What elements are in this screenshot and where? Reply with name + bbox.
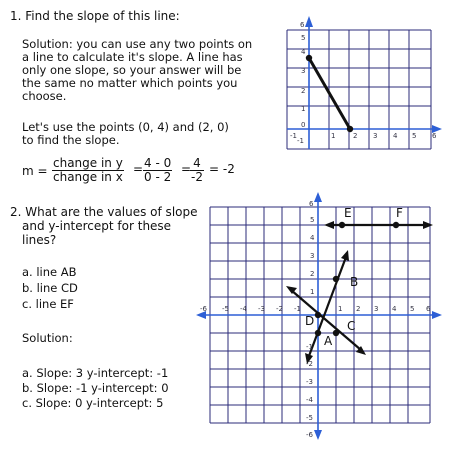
problem2-item: b. line CD [22, 281, 78, 295]
graph2-x-tick: 2 [356, 305, 361, 313]
graph1-y-tick: 1 [301, 105, 306, 113]
point-b [333, 276, 339, 282]
graph1-y-tick: 6 [300, 21, 305, 29]
fraction-denominator: -2 [191, 170, 203, 184]
problem2-item: a. line AB [22, 265, 77, 279]
solution-line: only one slope, so your answer will be [22, 63, 242, 77]
graph1-y-tick: -1 [297, 137, 304, 145]
fraction-numerator: change in y [53, 156, 123, 170]
solution-line: choose. [22, 89, 67, 103]
point-e-label: E [344, 206, 352, 220]
problem2-question: 2. What are the values of slope [10, 205, 198, 219]
graph1-x-tick: 6 [432, 132, 437, 140]
point-f [393, 222, 399, 228]
problem2-solution-label: Solution: [22, 331, 73, 345]
problem2-answer: c. Slope: 0 y-intercept: 5 [22, 396, 164, 410]
graph1-x-tick: 4 [393, 132, 398, 140]
point-d-label: D [305, 314, 315, 328]
fraction-denominator: change in x [53, 170, 123, 184]
line-ef-arrow-icon [423, 221, 433, 229]
fraction-numerator: 4 [190, 157, 204, 171]
solution-line: a line to calculate it's slope. A line has [22, 50, 243, 64]
graph2-y-tick: -1 [306, 343, 313, 351]
point-b-label: B [350, 275, 359, 289]
problem1-question: 1. Find the slope of this line: [10, 9, 180, 23]
graph2-y-tick: 1 [310, 288, 315, 296]
graph1-x-tick: -1 [290, 132, 297, 140]
graph2-x-tick: -1 [294, 305, 301, 313]
graph1-x-tick: 1 [331, 132, 336, 140]
graph2-x-tick: 1 [338, 305, 343, 313]
graph2-y-tick: -6 [306, 431, 313, 439]
graph2-x-tick: -5 [222, 305, 229, 313]
problem2-item: c. line EF [22, 297, 74, 311]
graph2-x-tick: -2 [276, 305, 283, 313]
graph2-y-tick: 4 [310, 234, 315, 242]
point-a [315, 330, 321, 336]
graph1-y-tick: 4 [301, 48, 306, 56]
fraction-denominator: 0 - 2 [144, 170, 172, 184]
graph2-x-tick: 6 [426, 305, 431, 313]
graph1-y-tick: 3 [301, 67, 306, 75]
graph2-y-tick: -3 [306, 378, 313, 386]
points-line: Let's use the points (0, 4) and (2, 0) [22, 120, 229, 134]
formula-result: = -2 [209, 162, 235, 176]
point-e [339, 222, 345, 228]
graph2-x-tick: 4 [392, 305, 397, 313]
graph2-y-tick: 3 [310, 252, 315, 260]
problem2-answer: b. Slope: -1 y-intercept: 0 [22, 381, 169, 395]
fraction-numerator: 4 - 0 [144, 156, 172, 170]
graph1-x-tick: 2 [353, 132, 358, 140]
graph2-y-tick: 5 [310, 216, 315, 224]
graph2-x-tick: -3 [258, 305, 265, 313]
problem2-answer: a. Slope: 3 y-intercept: -1 [22, 366, 169, 380]
graph2-x-tick: -6 [200, 305, 207, 313]
graph2-y-tick: -2 [306, 360, 313, 368]
point-c [333, 330, 339, 336]
graph1-y-tick: 0 [301, 121, 306, 129]
graph2-y-tick: -5 [306, 414, 313, 422]
graph2-y-tick: -4 [306, 396, 313, 404]
graph1-x-tick: 5 [412, 132, 417, 140]
formula-equals: = [133, 162, 144, 176]
graph2-y-down-arrow-icon [314, 430, 322, 440]
point-c-label: C [347, 319, 356, 333]
point-d [315, 312, 321, 318]
points-line: to find the slope. [22, 133, 120, 147]
problem2-question: and y-intercept for these [22, 219, 172, 233]
graph2-x-right-arrow-icon [432, 311, 442, 319]
graph1-x-tick: 3 [373, 132, 378, 140]
graph1-y-tick: 5 [301, 34, 306, 42]
solution-line: Solution: you can use any two points on [22, 37, 253, 51]
graph2-y-tick: 2 [310, 270, 315, 278]
point-a-label: A [324, 334, 333, 348]
graph1-y-tick: 2 [301, 87, 306, 95]
formula-equals: = [181, 162, 192, 176]
graph2-x-tick: 5 [410, 305, 415, 313]
formula-lhs: m = [22, 164, 48, 178]
line-ef-arrow-icon [324, 221, 334, 229]
point-f-label: F [396, 206, 403, 220]
solution-line: the same no matter which points you [22, 76, 238, 90]
graph2-y-tick: 6 [309, 200, 314, 208]
line-ab-arrow-icon [341, 250, 349, 261]
graph2-x-tick: -4 [240, 305, 247, 313]
graph2-y-up-arrow-icon [314, 192, 322, 202]
problem2-question: lines? [22, 233, 57, 247]
graph2-x-tick: 3 [374, 305, 379, 313]
